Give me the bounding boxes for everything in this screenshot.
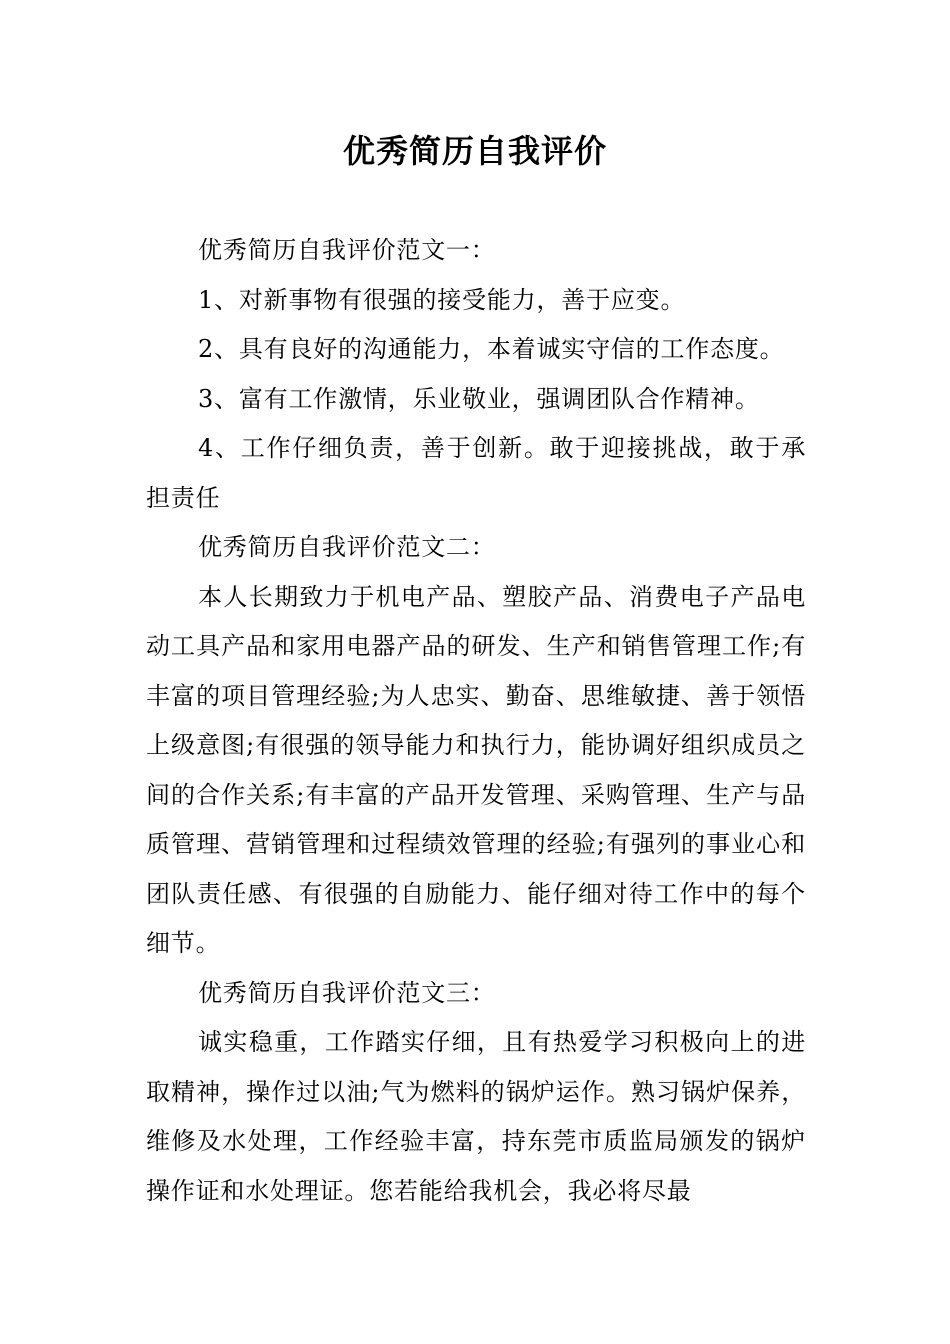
section-heading-2: 优秀简历自我评价范文二： [198,533,496,561]
body-paragraph-3: 诚实稳重，工作踏实仔细，且有热爱学习积极向上的进取精神，操作过以油;气为燃料的锅炉运作。熟习锅炉保养，维修及水处理，工作经验丰富，持东莞市质监局颁发的锅炉操作证和水处理证。您若能给我机会，我必将尽最 [146,1028,806,1205]
section-heading-3: 优秀简历自我评价范文三： [198,978,496,1007]
section-heading-1: 优秀简历自我评价范文一： [198,236,496,264]
list-item-3: 3、富有工作激情，乐业敬业，强调团队合作精神。 [198,384,760,413]
body-paragraph-2: 本人长期致力于机电产品、塑胶产品、消费电子产品电动工具产品和家用电器产品的研发、生产和销售管理工作;有丰富的项目管理经验;为人忠实、勤奋、思维敏捷、善于领悟上级意图;有很强的领导能力和执行力，能协调好组织成员之间的合作关系;有丰富的产品开发管理、采购管理、生产与品质管理、营销管理和过程绩效管理的经验;有强列的事业心和团队责任感、有很强的自励能力、能仔细对待工作中的每个细节。 [146,582,806,957]
document-title: 优秀简历自我评价 [342,132,607,170]
list-item-2: 2、具有良好的沟通能力，本着诚实守信的工作态度。 [198,335,785,363]
list-item-4: 4、工作仔细负责，善于创新。敢于迎接挑战，敢于承担责任 [146,434,806,512]
list-item-1: 1、对新事物有很强的接受能力，善于应变。 [198,285,686,314]
document-body [146,226,806,1216]
